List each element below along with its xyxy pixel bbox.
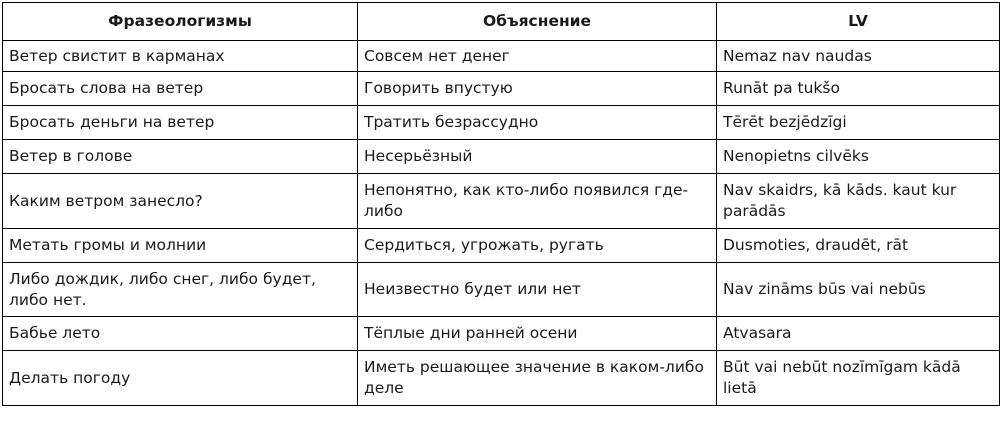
phrase-cell: Бабье лето [3, 317, 358, 351]
lv-cell: Runāt pa tukšo [717, 72, 1000, 106]
lv-cell: Nav zināms būs vai nebūs [717, 263, 1000, 317]
phrase-cell: Каким ветром занесло? [3, 174, 358, 229]
phrase-cell: Бросать деньги на ветер [3, 106, 358, 140]
explanation-cell: Непонятно, как кто-либо появился где-либо [358, 174, 717, 229]
phrase-cell: Ветер свистит в карманах [3, 41, 358, 72]
header-explanation: Объяснение [358, 3, 717, 41]
header-phraseologisms: Фразеологизмы [3, 3, 358, 41]
explanation-cell: Неизвестно будет или нет [358, 263, 717, 317]
explanation-cell: Совсем нет денег [358, 41, 717, 72]
lv-cell: Dusmoties, draudēt, rāt [717, 229, 1000, 263]
lv-cell: Tērēt bezjēdzīgi [717, 106, 1000, 140]
explanation-cell: Несерьёзный [358, 140, 717, 174]
lv-cell: Nav skaidrs, kā kāds. kaut kur parādās [717, 174, 1000, 229]
explanation-cell: Говорить впустую [358, 72, 717, 106]
table-row [3, 72, 1000, 106]
explanation-cell: Тратить безрассудно [358, 106, 717, 140]
phraseology-table [2, 2, 1000, 406]
table-row [3, 317, 1000, 351]
table-header-row [3, 3, 1000, 41]
explanation-cell: Тёплые дни ранней осени [358, 317, 717, 351]
table-row [3, 229, 1000, 263]
header-lv: LV [717, 3, 1000, 41]
phrase-cell: Бросать слова на ветер [3, 72, 358, 106]
phrase-cell: Ветер в голове [3, 140, 358, 174]
phrase-cell: Метать громы и молнии [3, 229, 358, 263]
lv-cell: Nenopietns cilvēks [717, 140, 1000, 174]
phrase-cell: Делать погоду [3, 351, 358, 406]
table-row [3, 41, 1000, 72]
table-row [3, 174, 1000, 229]
phrase-cell: Либо дождик, либо снег, либо будет, либо нет. [3, 263, 358, 317]
table-row [3, 140, 1000, 174]
lv-cell: Nemaz nav naudas [717, 41, 1000, 72]
table-row [3, 263, 1000, 317]
explanation-cell: Иметь решающее значение в каком-либо деле [358, 351, 717, 406]
table-row [3, 106, 1000, 140]
table-row [3, 351, 1000, 406]
lv-cell: Būt vai nebūt nozīmīgam kādā lietā [717, 351, 1000, 406]
lv-cell: Atvasara [717, 317, 1000, 351]
explanation-cell: Сердиться, угрожать, ругать [358, 229, 717, 263]
